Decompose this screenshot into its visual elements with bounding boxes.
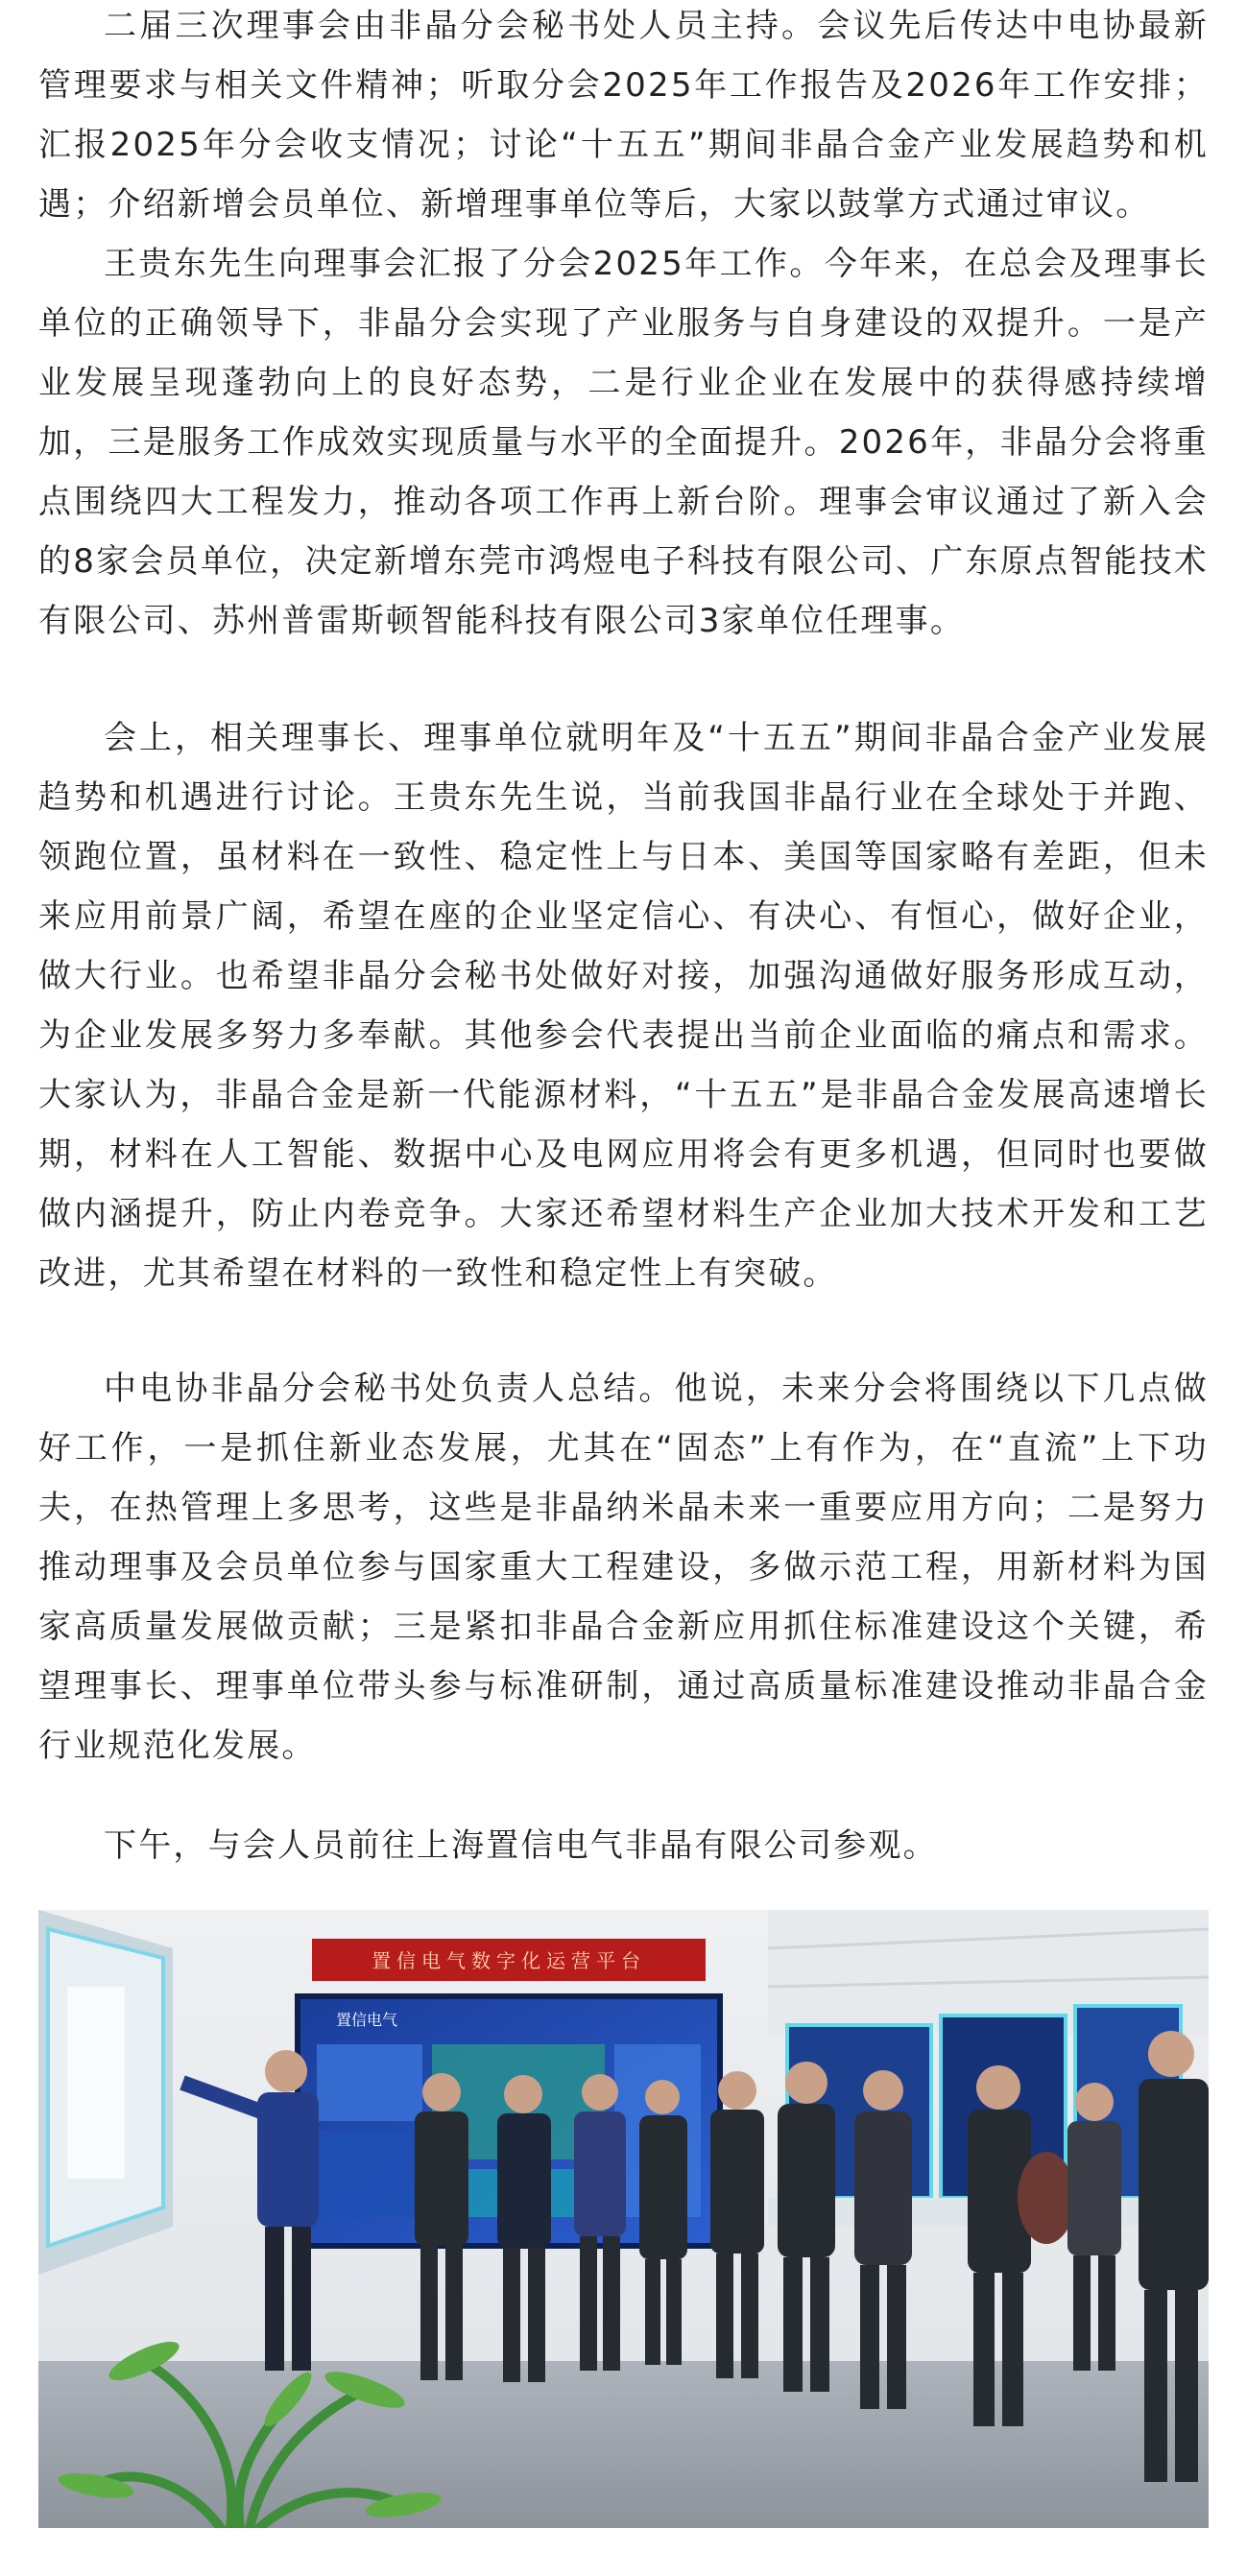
banner-text: 置信电气数字化运营平台 (372, 1949, 646, 1972)
paragraph-1: 二届三次理事会由非晶分会秘书处人员主持。会议先后传达中电协最新管理要求与相关文件精神；听取分会2025年工作报告及2026年工作安排；汇报2025年分会收支情况；讨论“十五五”期间非晶合金产业发展趋势和机遇；介绍新增会员单位、新增理事单位等后，大家以鼓掌方式通过审议。 (38, 7, 1209, 224)
paragraph-4: 中电协非晶分会秘书处负责人总结。他说，未来分会将围绕以下几点做好工作，一是抓住新业态发展，尤其在“固态”上有作为，在“直流”上下功夫，在热管理上多思考，这些是非晶纳米晶未来一重要应用方向；二是努力推动理事及会员单位参与国家重大工程建设，多做示范工程，用新材料为国家高质量发展做贡献；三是紧扣非晶合金新应用抓住标准建设这个关键，希望理事长、理事单位带头参与标准研制，通过高质量标准建设推动非晶合金行业规范化发展。 (38, 1370, 1209, 1765)
visit-photo (38, 1910, 1209, 2528)
paragraph-5: 下午，与会人员前往上海置信电气非晶有限公司参观。 (104, 1826, 938, 1865)
paragraph-2: 王贵东先生向理事会汇报了分会2025年工作。今年来，在总会及理事长单位的正确领导下，非晶分会实现了产业服务与自身建设的双提升。一是产业发展呈现蓬勃向上的良好态势，二是行业企业在发展中的获得感持续增加，三是服务工作成效实现质量与水平的全面提升。2026年，非晶分会将重点围绕四大工程发力，推动各项工作再上新台阶。理事会审议通过了新入会的8家会员单位，决定新增东莞市鸿煜电子科技有限公司、广东原点智能技术有限公司、苏州普雷斯顿智能科技有限公司3家单位任理事。 (38, 245, 1209, 640)
paragraph-3: 会上，相关理事长、理事单位就明年及“十五五”期间非晶合金产业发展趋势和机遇进行讨论。王贵东先生说，当前我国非晶行业在全球处于并跑、领跑位置，虽材料在一致性、稳定性上与日本、美国等国家略有差距，但未来应用前景广阔，希望在座的企业坚定信心、有决心、有恒心，做好企业，做大行业。也希望非晶分会秘书处做好对接，加强沟通做好服务形成互动，为企业发展多努力多奉献。其他参会代表提出当前企业面临的痛点和需求。大家认为，非晶合金是新一代能源材料，“十五五”是非晶合金发展高速增长期，材料在人工智能、数据中心及电网应用将会有更多机遇，但同时也要做做内涵提升，防止内卷竞争。大家还希望材料生产企业加大技术开发和工艺改进，尤其希望在材料的一致性和稳定性上有突破。 (38, 719, 1209, 1293)
screen-brand: 置信电气 (336, 2011, 398, 2029)
